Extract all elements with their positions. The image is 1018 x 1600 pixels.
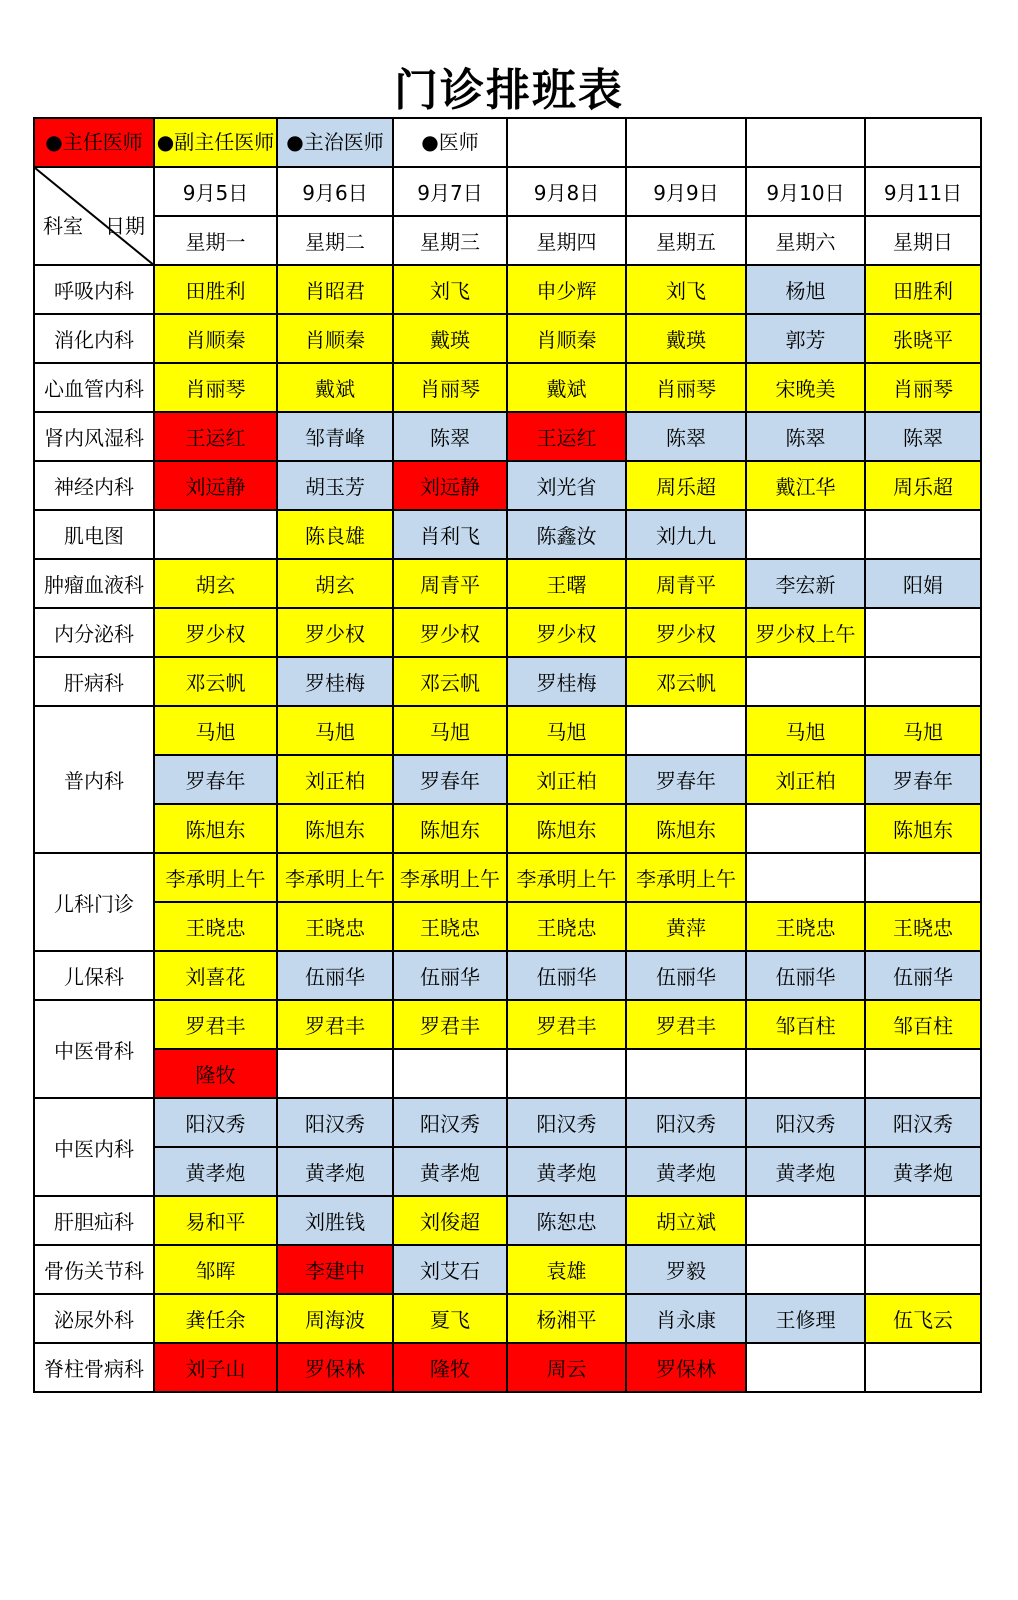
doctor-cell: 戴瑛 xyxy=(393,314,507,363)
department-name: 儿保科 xyxy=(34,951,154,1000)
legend-attending: ●主治医师 xyxy=(277,118,393,167)
doctor-cell: 罗少权 xyxy=(626,608,746,657)
doctor-cell: 戴江华 xyxy=(746,461,865,510)
department-name: 神经内科 xyxy=(34,461,154,510)
doctor-cell: 李宏新 xyxy=(746,559,865,608)
doctor-cell xyxy=(746,804,865,853)
doctor-cell: 伍丽华 xyxy=(746,951,865,1000)
schedule-row xyxy=(34,265,981,314)
doctor-cell: 邹百柱 xyxy=(746,1000,865,1049)
date-cell: 9月11日 xyxy=(865,167,981,216)
doctor-cell xyxy=(865,657,981,706)
doctor-cell: 伍丽华 xyxy=(393,951,507,1000)
date-cell: 9月8日 xyxy=(507,167,626,216)
doctor-cell: 刘喜花 xyxy=(154,951,277,1000)
doctor-cell: 周青平 xyxy=(626,559,746,608)
schedule-row xyxy=(34,1245,981,1294)
doctor-cell: 刘光省 xyxy=(507,461,626,510)
schedule-row xyxy=(34,608,981,657)
doctor-cell xyxy=(746,657,865,706)
schedule-row xyxy=(34,951,981,1000)
doctor-cell: 阳汉秀 xyxy=(277,1098,393,1147)
schedule-row xyxy=(34,1294,981,1343)
schedule-row xyxy=(34,657,981,706)
doctor-cell: 罗保林 xyxy=(277,1343,393,1392)
schedule-table xyxy=(33,117,982,1393)
schedule-row xyxy=(34,363,981,412)
doctor-cell: 肖利飞 xyxy=(393,510,507,559)
dept-header-label: 科室 xyxy=(43,214,83,238)
doctor-cell: 罗君丰 xyxy=(507,1000,626,1049)
department-name: 内分泌科 xyxy=(34,608,154,657)
doctor-cell xyxy=(746,510,865,559)
doctor-cell: 黄孝炮 xyxy=(154,1147,277,1196)
doctor-cell: 胡立斌 xyxy=(626,1196,746,1245)
department-name: 普内科 xyxy=(34,706,154,853)
date-cell: 9月10日 xyxy=(746,167,865,216)
doctor-cell: 龚任余 xyxy=(154,1294,277,1343)
doctor-cell: 邹青峰 xyxy=(277,412,393,461)
doctor-cell xyxy=(865,1196,981,1245)
doctor-cell xyxy=(865,1343,981,1392)
doctor-cell: 肖丽琴 xyxy=(154,363,277,412)
doctor-cell: 刘子山 xyxy=(154,1343,277,1392)
doctor-cell xyxy=(507,1049,626,1098)
doctor-cell xyxy=(865,1049,981,1098)
doctor-cell xyxy=(746,1245,865,1294)
department-name: 肿瘤血液科 xyxy=(34,559,154,608)
doctor-cell: 黄孝炮 xyxy=(626,1147,746,1196)
doctor-cell: 马旭 xyxy=(154,706,277,755)
legend-row xyxy=(34,118,981,167)
doctor-cell: 王晓忠 xyxy=(507,902,626,951)
schedule-row xyxy=(34,902,981,951)
doctor-cell: 黄孝炮 xyxy=(277,1147,393,1196)
doctor-cell: 罗桂梅 xyxy=(507,657,626,706)
doctor-cell: 肖丽琴 xyxy=(626,363,746,412)
empty-cell xyxy=(865,118,981,167)
doctor-cell: 罗君丰 xyxy=(626,1000,746,1049)
doctor-cell: 戴瑛 xyxy=(626,314,746,363)
doctor-cell: 王晓忠 xyxy=(865,902,981,951)
doctor-cell: 罗君丰 xyxy=(393,1000,507,1049)
doctor-cell: 胡玄 xyxy=(154,559,277,608)
doctor-cell: 伍丽华 xyxy=(626,951,746,1000)
doctor-cell: 胡玄 xyxy=(277,559,393,608)
doctor-cell: 王修理 xyxy=(746,1294,865,1343)
doctor-cell: 刘正柏 xyxy=(507,755,626,804)
doctor-cell: 肖丽琴 xyxy=(393,363,507,412)
date-cell: 9月7日 xyxy=(393,167,507,216)
doctor-cell: 黄萍 xyxy=(626,902,746,951)
doctor-cell xyxy=(626,706,746,755)
legend-chief: ●主任医师 xyxy=(34,118,154,167)
doctor-cell: 邓云帆 xyxy=(154,657,277,706)
doctor-cell: 马旭 xyxy=(746,706,865,755)
doctor-cell xyxy=(746,1196,865,1245)
schedule-row xyxy=(34,461,981,510)
doctor-cell: 阳汉秀 xyxy=(507,1098,626,1147)
doctor-cell: 阳汉秀 xyxy=(746,1098,865,1147)
doctor-cell: 伍丽华 xyxy=(277,951,393,1000)
doctor-cell: 陈旭东 xyxy=(154,804,277,853)
weekday-cell: 星期五 xyxy=(626,216,746,265)
schedule-row xyxy=(34,510,981,559)
doctor-cell: 邹百柱 xyxy=(865,1000,981,1049)
doctor-cell: 黄孝炮 xyxy=(393,1147,507,1196)
doctor-cell: 罗君丰 xyxy=(277,1000,393,1049)
doctor-cell: 马旭 xyxy=(507,706,626,755)
doctor-cell: 王晓忠 xyxy=(393,902,507,951)
doctor-cell xyxy=(865,510,981,559)
doctor-cell: 袁雄 xyxy=(507,1245,626,1294)
department-name: 呼吸内科 xyxy=(34,265,154,314)
doctor-cell: 肖顺秦 xyxy=(154,314,277,363)
schedule-row xyxy=(34,1049,981,1098)
schedule-row xyxy=(34,1147,981,1196)
date-cell: 9月5日 xyxy=(154,167,277,216)
doctor-cell: 张晓平 xyxy=(865,314,981,363)
doctor-cell: 李承明上午 xyxy=(626,853,746,902)
weekday-cell: 星期二 xyxy=(277,216,393,265)
department-name: 脊柱骨病科 xyxy=(34,1343,154,1392)
doctor-cell: 刘胜钱 xyxy=(277,1196,393,1245)
doctor-cell: 罗保林 xyxy=(626,1343,746,1392)
date-row xyxy=(34,167,981,216)
doctor-cell: 伍丽华 xyxy=(507,951,626,1000)
doctor-cell: 刘九九 xyxy=(626,510,746,559)
empty-cell xyxy=(746,118,865,167)
doctor-cell: 阳汉秀 xyxy=(626,1098,746,1147)
doctor-cell: 伍飞云 xyxy=(865,1294,981,1343)
schedule-row xyxy=(34,314,981,363)
doctor-cell: 周青平 xyxy=(393,559,507,608)
doctor-cell: 夏飞 xyxy=(393,1294,507,1343)
doctor-cell: 罗桂梅 xyxy=(277,657,393,706)
department-name: 儿科门诊 xyxy=(34,853,154,951)
date-cell: 9月9日 xyxy=(626,167,746,216)
department-name: 骨伤关节科 xyxy=(34,1245,154,1294)
doctor-cell: 罗少权 xyxy=(154,608,277,657)
doctor-cell: 罗春年 xyxy=(154,755,277,804)
doctor-cell: 周乐超 xyxy=(865,461,981,510)
schedule-row xyxy=(34,706,981,755)
header-corner xyxy=(34,167,154,265)
schedule-row xyxy=(34,853,981,902)
doctor-cell: 胡玉芳 xyxy=(277,461,393,510)
doctor-cell: 戴斌 xyxy=(507,363,626,412)
doctor-cell: 刘飞 xyxy=(626,265,746,314)
doctor-cell: 陈旭东 xyxy=(507,804,626,853)
doctor-cell: 阳汉秀 xyxy=(154,1098,277,1147)
doctor-cell: 易和平 xyxy=(154,1196,277,1245)
legend-associate-chief: ●副主任医师 xyxy=(154,118,277,167)
schedule-row xyxy=(34,559,981,608)
doctor-cell: 刘远静 xyxy=(154,461,277,510)
doctor-cell: 陈恕忠 xyxy=(507,1196,626,1245)
department-name: 肾内风湿科 xyxy=(34,412,154,461)
doctor-cell: 马旭 xyxy=(865,706,981,755)
weekday-cell: 星期一 xyxy=(154,216,277,265)
doctor-cell: 罗少权上午 xyxy=(746,608,865,657)
doctor-cell: 杨旭 xyxy=(746,265,865,314)
doctor-cell xyxy=(865,853,981,902)
doctor-cell: 马旭 xyxy=(393,706,507,755)
doctor-cell: 刘远静 xyxy=(393,461,507,510)
doctor-cell: 陈翠 xyxy=(393,412,507,461)
doctor-cell: 王运红 xyxy=(154,412,277,461)
doctor-cell xyxy=(277,1049,393,1098)
schedule-row xyxy=(34,755,981,804)
weekday-cell: 星期四 xyxy=(507,216,626,265)
doctor-cell: 罗少权 xyxy=(393,608,507,657)
doctor-cell: 田胜利 xyxy=(154,265,277,314)
weekday-cell: 星期六 xyxy=(746,216,865,265)
department-name: 肝胆疝科 xyxy=(34,1196,154,1245)
department-name: 心血管内科 xyxy=(34,363,154,412)
page-title: 门诊排班表 xyxy=(394,65,624,116)
doctor-cell: 刘艾石 xyxy=(393,1245,507,1294)
doctor-cell xyxy=(746,853,865,902)
doctor-cell: 李建中 xyxy=(277,1245,393,1294)
doctor-cell: 隆牧 xyxy=(154,1049,277,1098)
doctor-cell: 李承明上午 xyxy=(154,853,277,902)
doctor-cell xyxy=(154,510,277,559)
department-name: 肌电图 xyxy=(34,510,154,559)
doctor-cell: 马旭 xyxy=(277,706,393,755)
schedule-row xyxy=(34,1196,981,1245)
doctor-cell xyxy=(746,1049,865,1098)
doctor-cell: 郭芳 xyxy=(746,314,865,363)
doctor-cell: 戴斌 xyxy=(277,363,393,412)
doctor-cell: 刘正柏 xyxy=(746,755,865,804)
department-name: 中医骨科 xyxy=(34,1000,154,1098)
empty-cell xyxy=(507,118,626,167)
doctor-cell: 黄孝炮 xyxy=(746,1147,865,1196)
doctor-cell: 陈翠 xyxy=(865,412,981,461)
doctor-cell: 黄孝炮 xyxy=(865,1147,981,1196)
doctor-cell: 罗君丰 xyxy=(154,1000,277,1049)
doctor-cell xyxy=(626,1049,746,1098)
date-cell: 9月6日 xyxy=(277,167,393,216)
doctor-cell: 周云 xyxy=(507,1343,626,1392)
doctor-cell: 罗春年 xyxy=(865,755,981,804)
department-name: 消化内科 xyxy=(34,314,154,363)
doctor-cell: 罗少权 xyxy=(507,608,626,657)
weekday-cell: 星期日 xyxy=(865,216,981,265)
doctor-cell: 周海波 xyxy=(277,1294,393,1343)
doctor-cell: 田胜利 xyxy=(865,265,981,314)
department-name: 肝病科 xyxy=(34,657,154,706)
doctor-cell: 黄孝炮 xyxy=(507,1147,626,1196)
doctor-cell xyxy=(393,1049,507,1098)
doctor-cell: 申少辉 xyxy=(507,265,626,314)
doctor-cell: 陈旭东 xyxy=(393,804,507,853)
department-name: 中医内科 xyxy=(34,1098,154,1196)
doctor-cell: 阳汉秀 xyxy=(865,1098,981,1147)
doctor-cell: 王曙 xyxy=(507,559,626,608)
doctor-cell: 陈良雄 xyxy=(277,510,393,559)
doctor-cell: 杨湘平 xyxy=(507,1294,626,1343)
doctor-cell: 肖顺秦 xyxy=(507,314,626,363)
department-name: 泌尿外科 xyxy=(34,1294,154,1343)
doctor-cell: 陈旭东 xyxy=(626,804,746,853)
doctor-cell: 陈旭东 xyxy=(277,804,393,853)
weekday-cell: 星期三 xyxy=(393,216,507,265)
doctor-cell xyxy=(746,1343,865,1392)
doctor-cell: 肖永康 xyxy=(626,1294,746,1343)
doctor-cell: 邹晖 xyxy=(154,1245,277,1294)
doctor-cell xyxy=(865,608,981,657)
doctor-cell: 邓云帆 xyxy=(626,657,746,706)
doctor-cell: 肖丽琴 xyxy=(865,363,981,412)
doctor-cell: 陈鑫汝 xyxy=(507,510,626,559)
schedule-row xyxy=(34,1098,981,1147)
schedule-row xyxy=(34,1343,981,1392)
doctor-cell: 王运红 xyxy=(507,412,626,461)
doctor-cell: 李承明上午 xyxy=(277,853,393,902)
doctor-cell: 王晓忠 xyxy=(154,902,277,951)
doctor-cell: 宋晚美 xyxy=(746,363,865,412)
doctor-cell: 肖顺秦 xyxy=(277,314,393,363)
doctor-cell: 陈旭东 xyxy=(865,804,981,853)
doctor-cell: 陈翠 xyxy=(746,412,865,461)
doctor-cell: 陈翠 xyxy=(626,412,746,461)
doctor-cell: 伍丽华 xyxy=(865,951,981,1000)
empty-cell xyxy=(626,118,746,167)
legend-resident: ●医师 xyxy=(393,118,507,167)
doctor-cell: 刘正柏 xyxy=(277,755,393,804)
doctor-cell: 肖昭君 xyxy=(277,265,393,314)
schedule-row xyxy=(34,804,981,853)
doctor-cell: 阳娟 xyxy=(865,559,981,608)
schedule-row xyxy=(34,1000,981,1049)
doctor-cell: 阳汉秀 xyxy=(393,1098,507,1147)
doctor-cell: 周乐超 xyxy=(626,461,746,510)
doctor-cell: 李承明上午 xyxy=(393,853,507,902)
doctor-cell: 罗少权 xyxy=(277,608,393,657)
doctor-cell: 刘飞 xyxy=(393,265,507,314)
doctor-cell: 王晓忠 xyxy=(746,902,865,951)
doctor-cell: 邓云帆 xyxy=(393,657,507,706)
date-header-label: 日期 xyxy=(105,214,145,238)
doctor-cell: 李承明上午 xyxy=(507,853,626,902)
doctor-cell xyxy=(865,1245,981,1294)
doctor-cell: 刘俊超 xyxy=(393,1196,507,1245)
weekday-row xyxy=(34,216,981,265)
doctor-cell: 罗春年 xyxy=(393,755,507,804)
doctor-cell: 罗毅 xyxy=(626,1245,746,1294)
doctor-cell: 隆牧 xyxy=(393,1343,507,1392)
doctor-cell: 罗春年 xyxy=(626,755,746,804)
doctor-cell: 王晓忠 xyxy=(277,902,393,951)
schedule-row xyxy=(34,412,981,461)
